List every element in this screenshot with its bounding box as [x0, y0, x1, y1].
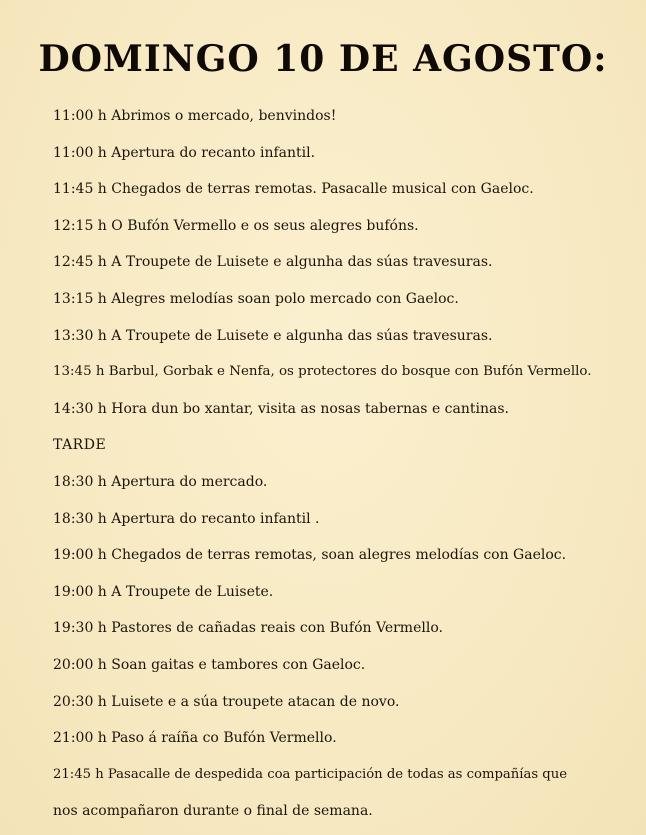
- schedule-item: [53, 171, 633, 208]
- schedule-item: [53, 281, 633, 318]
- event-description: A Troupete de Luisete.: [111, 583, 274, 600]
- schedule-item: [53, 720, 633, 757]
- event-time: 18:30 h: [53, 510, 107, 527]
- event-time: 18:30 h: [53, 473, 107, 490]
- event-description: Apertura do mercado.: [111, 473, 268, 490]
- event-description: Pasacalle de despedida coa participación de todas as compañías que: [107, 766, 568, 782]
- schedule-item: [53, 610, 633, 647]
- event-description: Apertura do recanto infantil.: [111, 144, 316, 161]
- schedule-item: [53, 501, 633, 538]
- schedule-item: [53, 537, 633, 574]
- event-description: Paso á raíña co Bufón Vermello.: [111, 730, 337, 747]
- schedule-item: [53, 208, 633, 245]
- event-time: 11:45 h: [53, 181, 107, 198]
- event-time: 11:00 h: [53, 144, 107, 161]
- event-time: 13:15 h: [53, 290, 107, 307]
- section-heading: TARDE: [53, 437, 107, 454]
- event-description: Soan gaitas e tambores con Gaeloc.: [111, 656, 366, 673]
- page-title: DOMINGO 10 DE AGOSTO:: [38, 38, 608, 80]
- event-description-continuation: nos acompañaron durante o final de semana.: [53, 803, 373, 820]
- event-time: 14:30 h: [53, 400, 107, 417]
- schedule-item: [53, 757, 633, 794]
- event-description: A Troupete de Luisete e algunha das súas travesuras.: [111, 327, 493, 344]
- event-time: 11:00 h: [53, 108, 107, 124]
- event-description: Apertura do recanto infantil .: [111, 510, 320, 527]
- schedule-item: [53, 684, 633, 721]
- schedule-item: [53, 391, 633, 428]
- schedule-item: [53, 244, 633, 281]
- event-time: 19:00 h: [53, 547, 107, 564]
- event-time: 12:15 h: [53, 217, 107, 234]
- event-time: 21:45 h: [53, 766, 104, 782]
- event-description: O Bufón Vermello e os seus alegres bufóns.: [111, 217, 419, 234]
- event-description: Luisete e a súa troupete atacan de novo.: [111, 693, 400, 710]
- event-description: Alegres melodías soan polo mercado con Gaeloc.: [111, 290, 459, 307]
- event-time: 12:45 h: [53, 254, 107, 271]
- event-time: 13:45 h: [53, 364, 105, 380]
- schedule-item: [53, 647, 633, 684]
- event-description: Abrimos o mercado, benvindos!: [111, 108, 337, 124]
- event-description: Chegados de terras remotas. Pasacalle musical con Gaeloc.: [111, 181, 534, 198]
- event-time: 20:30 h: [53, 693, 107, 710]
- schedule-item: [53, 135, 633, 172]
- schedule-list: [53, 98, 633, 830]
- event-description: Barbul, Gorbak e Nenfa, os protectores do bosque con Bufón Vermello.: [108, 364, 592, 380]
- event-time: 20:00 h: [53, 656, 107, 673]
- schedule-item: [53, 318, 633, 355]
- event-time: 19:30 h: [53, 620, 107, 637]
- event-time: 19:00 h: [53, 583, 107, 600]
- event-time: 21:00 h: [53, 730, 107, 747]
- schedule-item: [53, 464, 633, 501]
- event-description: Pastores de cañadas reais con Bufón Vermello.: [111, 620, 443, 637]
- schedule-item: [53, 98, 633, 135]
- schedule-item: [53, 574, 633, 611]
- event-description: Chegados de terras remotas, soan alegres melodías con Gaeloc.: [111, 547, 567, 564]
- schedule-item: [53, 354, 633, 391]
- event-description: Hora dun bo xantar, visita as nosas tabernas e cantinas.: [111, 400, 509, 417]
- event-description: A Troupete de Luisete e algunha das súas travesuras.: [111, 254, 493, 271]
- event-time: 13:30 h: [53, 327, 107, 344]
